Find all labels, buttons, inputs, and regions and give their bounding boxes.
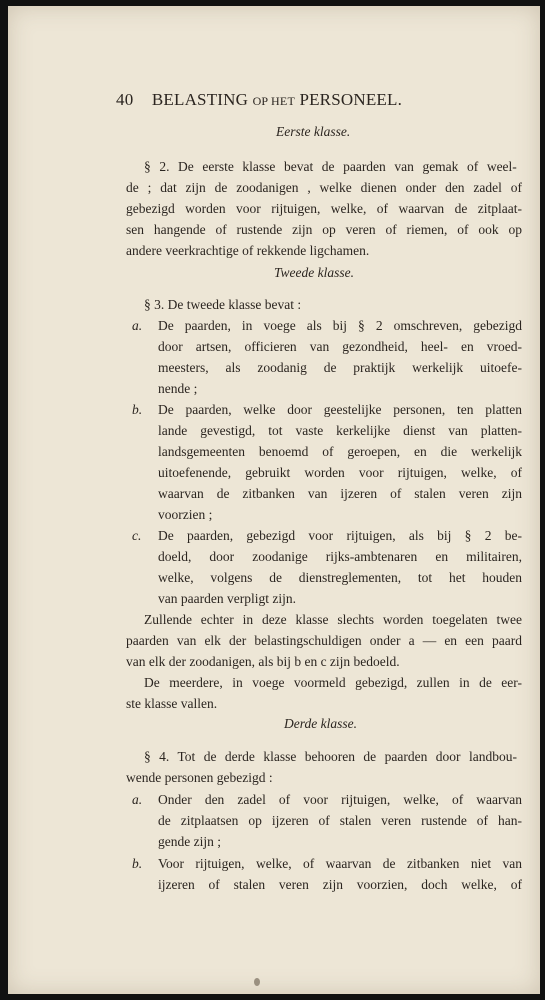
text-line: § 4. Tot de derde klasse behooren de paarden door landbou- [144, 749, 517, 764]
text-line: ijzeren of stalen veren zijn voorzien, doch welke, of [158, 877, 522, 892]
header-title-part1: BELASTING [151, 90, 249, 109]
text-line: uitoefenende, gebruikt worden voor rijtuigen, welke, of [158, 465, 522, 480]
text-line: sen hangende of rustende zijn op veren of riemen, of ook op [126, 222, 522, 237]
text-line: welke, volgens de dienstreglementen, tot het houden [158, 570, 522, 585]
text-line: voorzien ; [158, 507, 213, 522]
text-line: lande gevestigd, tot vaste kerkelijke dienst van platten- [158, 423, 522, 438]
text-line: de zitplaatsen op ijzeren of stalen veren rustende of han- [158, 813, 522, 828]
header-title-part3: PERSONEEL. [299, 90, 403, 109]
text-line: gebezigd worden voor rijtuigen, welke, of waarvan de zitplaat- [126, 201, 522, 216]
text-line: De meerdere, in voege voormeld gebezigd, zullen in de eer- [144, 675, 522, 690]
book-page [8, 6, 540, 994]
text-line: paarden van elk der belastingschuldigen onder a — en een paard [126, 633, 522, 648]
heading-tweede-klasse: Tweede klasse. [274, 265, 354, 280]
heading-derde-klasse: Derde klasse. [284, 716, 357, 731]
text-line: Voor rijtuigen, welke, of waarvan de zitbanken niet van [158, 856, 522, 871]
text-line: wende personen gebezigd : [126, 770, 273, 785]
text-line: De paarden, gebezigd voor rijtuigen, als bij § 2 be- [158, 528, 522, 543]
item-marker: b. [132, 856, 143, 871]
text-line: Zullende echter in deze klasse slechts worden toegelaten twee [144, 612, 522, 627]
text-line: § 3. De tweede klasse bevat : [144, 297, 302, 312]
text-line: Onder den zadel of voor rijtuigen, welke, of waarvan [158, 792, 522, 807]
text-line: waarvan de zitbanken van ijzeren of stalen veren zijn [158, 486, 522, 501]
text-line: van elk der zoodanigen, als bij b en c zijn bedoeld. [126, 654, 400, 669]
text-line: andere veerkrachtige of rekkende ligchamen. [126, 243, 370, 258]
text-line: doeld, door zoodanige rijks-ambtenaren en militairen, [158, 549, 522, 564]
text-line: De paarden, welke door geestelijke personen, ten platten [158, 402, 522, 417]
text-line: De paarden, in voege als bij § 2 omschreven, gebezigd [158, 318, 522, 333]
heading-eerste-klasse: Eerste klasse. [276, 124, 351, 139]
item-marker: a. [132, 792, 143, 807]
item-marker: c. [132, 528, 142, 543]
text-line: door artsen, officieren van gezondheid, heel- en vroed- [158, 339, 522, 354]
text-line: § 2. De eerste klasse bevat de paarden van gemak of weel- [144, 159, 517, 174]
page-number: 40 [116, 90, 134, 109]
running-header [116, 90, 456, 110]
text-line: meesters, als zoodanig de praktijk werkelijk uitoefe- [158, 360, 522, 375]
text-line: van paarden verpligt zijn. [158, 591, 296, 606]
text-line: de ; dat zijn de zoodanigen , welke dienen onder den zadel of [126, 180, 522, 195]
item-marker: b. [132, 402, 143, 417]
text-line: gende zijn ; [158, 834, 221, 849]
text-line: ste klasse vallen. [126, 696, 218, 711]
text-line: nende ; [158, 381, 198, 396]
text-line: landsgemeenten benoemd of geroepen, en die werkelijk [158, 444, 522, 459]
paper-spot [254, 978, 260, 986]
header-title-part2: OP HET [252, 94, 295, 108]
item-marker: a. [132, 318, 143, 333]
